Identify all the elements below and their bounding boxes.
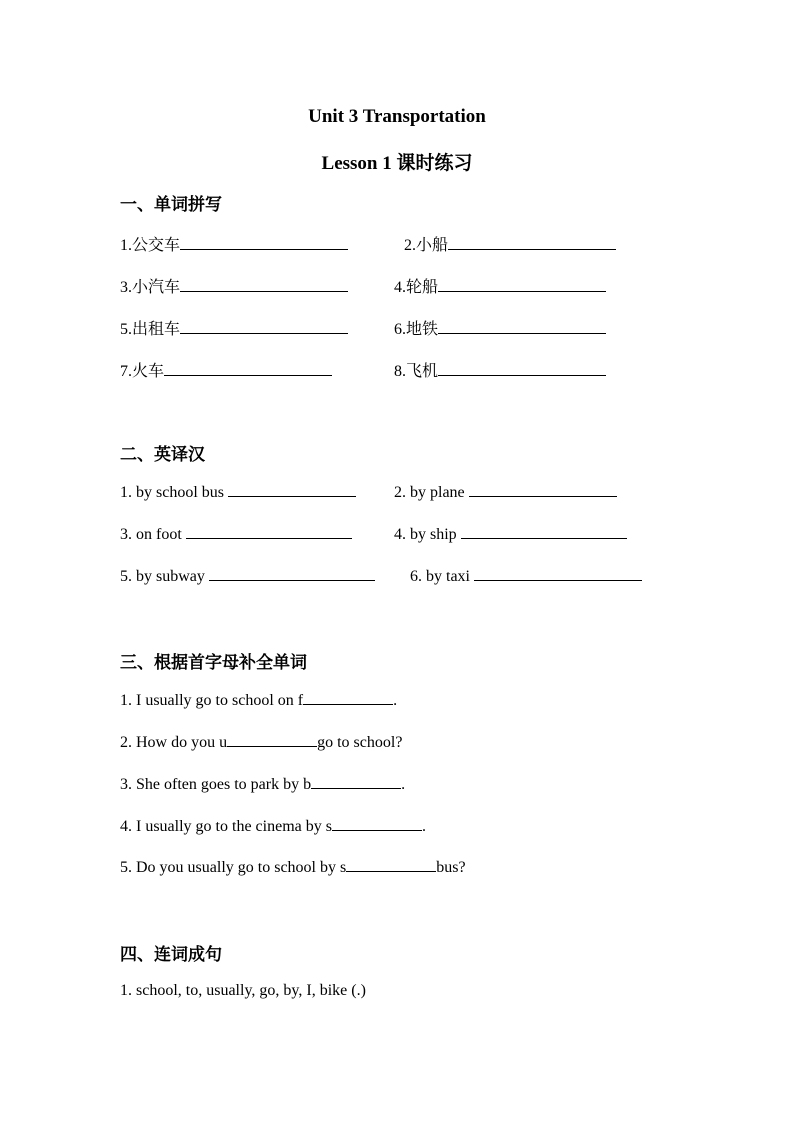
page-subtitle: Lesson 1 课时练习 (321, 153, 473, 174)
answer-blank[interactable] (346, 857, 436, 872)
section-heading-initials: 三、根据首字母补全单词 (120, 653, 307, 672)
spelling-item: 7.火车 (120, 358, 332, 381)
section-heading-spelling: 一、单词拼写 (120, 195, 222, 214)
spelling-item: 1.公交车 (120, 232, 348, 255)
answer-blank[interactable] (438, 277, 606, 292)
answer-blank[interactable] (448, 235, 616, 250)
answer-blank[interactable] (228, 482, 356, 497)
spelling-item: 8.飞机 (394, 358, 606, 381)
answer-blank[interactable] (164, 361, 332, 376)
answer-blank[interactable] (180, 319, 348, 334)
translate-item: 5. by subway (120, 566, 375, 586)
fill-item: 1. I usually go to school on f . (120, 692, 398, 709)
spelling-item: 6.地铁 (394, 316, 606, 339)
spelling-item: 5.出租车 (120, 316, 348, 339)
fill-item: 2. How do you u go to school? (120, 734, 403, 751)
translate-item: 2. by plane (394, 482, 617, 502)
translate-item: 6. by taxi (410, 566, 642, 586)
answer-blank[interactable] (180, 277, 348, 292)
answer-blank[interactable] (227, 732, 317, 747)
spelling-item: 4.轮船 (394, 274, 606, 297)
translate-item: 1. by school bus (120, 482, 356, 502)
section-heading-translate: 二、英译汉 (120, 445, 205, 464)
answer-blank[interactable] (332, 816, 422, 831)
translate-item: 3. on foot (120, 524, 352, 544)
answer-blank[interactable] (303, 690, 393, 705)
translate-item: 4. by ship (394, 524, 627, 544)
answer-blank[interactable] (461, 524, 627, 539)
spelling-item: 3.小汽车 (120, 274, 348, 297)
answer-blank[interactable] (180, 235, 348, 250)
answer-blank[interactable] (469, 482, 617, 497)
answer-blank[interactable] (438, 361, 606, 376)
answer-blank[interactable] (311, 774, 401, 789)
page-title: Unit 3 Transportation (308, 106, 486, 127)
answer-blank[interactable] (186, 524, 352, 539)
fill-item: 5. Do you usually go to school by s bus? (120, 859, 466, 876)
sentence-item: 1. school, to, usually, go, by, I, bike (.) (120, 982, 366, 999)
answer-blank[interactable] (474, 566, 642, 581)
spelling-item: 2.小船 (404, 232, 616, 255)
answer-blank[interactable] (209, 566, 375, 581)
fill-item: 4. I usually go to the cinema by s . (120, 818, 426, 835)
fill-item: 3. She often goes to park by b . (120, 776, 406, 793)
answer-blank[interactable] (438, 319, 606, 334)
section-heading-sentence: 四、连词成句 (120, 945, 222, 964)
